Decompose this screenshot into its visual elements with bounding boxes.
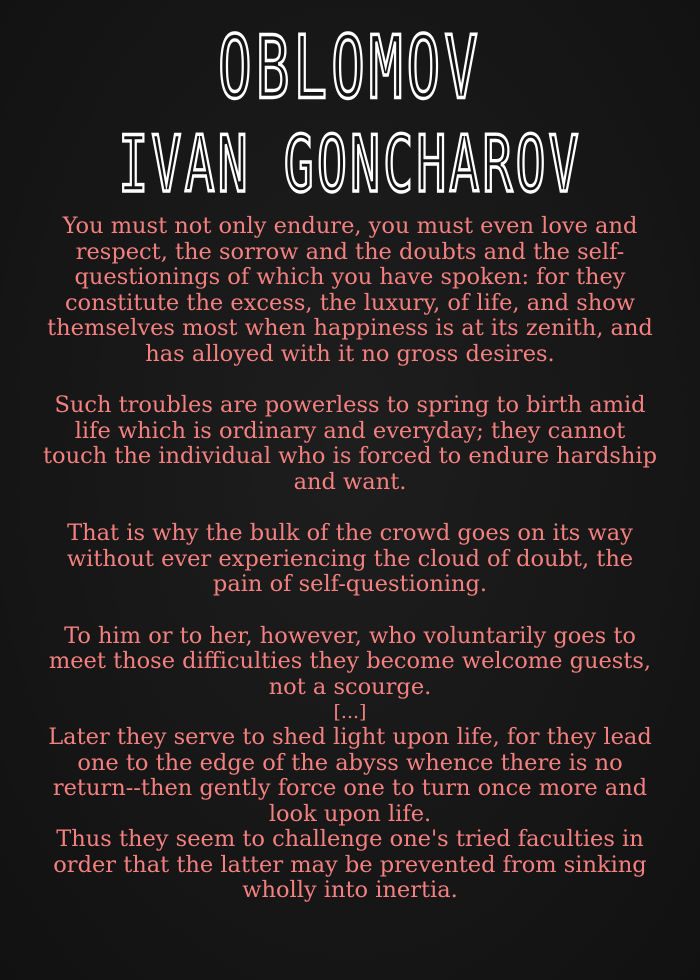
- author-name: IVAN GONCHAROV: [118, 119, 582, 210]
- quote-paragraph-2: Such troubles are powerless to spring to birth amid life which is ordinary and everyday; they cannot touch the individual who is forced to endure hardship and want.: [43, 392, 657, 495]
- quote-paragraph-4: To him or to her, however, who voluntarily goes to meet those difficulties they become welcome guests, not a scourge.: [48, 622, 652, 700]
- quote-paragraph-3: That is why the bulk of the crowd goes on its way without ever experiencing the cloud of doubt, the pain of self-questioning.: [66, 520, 634, 597]
- quote-body: [40, 214, 660, 904]
- book-title: OBLOMOV: [217, 18, 482, 119]
- quote-paragraph-1: You must not only endure, you must even love and respect, the sorrow and the doubts and the self-questionings of which you have spoken: for they constitute the excess, the luxury, of life, and show themselves most when happiness is at its zenith, and has alloyed with it no gross desires.: [47, 213, 653, 367]
- quote-ellipsis: [...]: [333, 701, 367, 723]
- title-block: [0, 14, 700, 210]
- quote-paragraph-5: Later they serve to shed light upon life, for they lead one to the edge of the abyss whence there is no return--then gently force one to turn once more and look upon life.: [48, 724, 652, 827]
- quote-paragraph-6: Thus they seem to challenge one's tried faculties in order that the latter may be prevented from sinking wholly into inertia.: [53, 826, 647, 903]
